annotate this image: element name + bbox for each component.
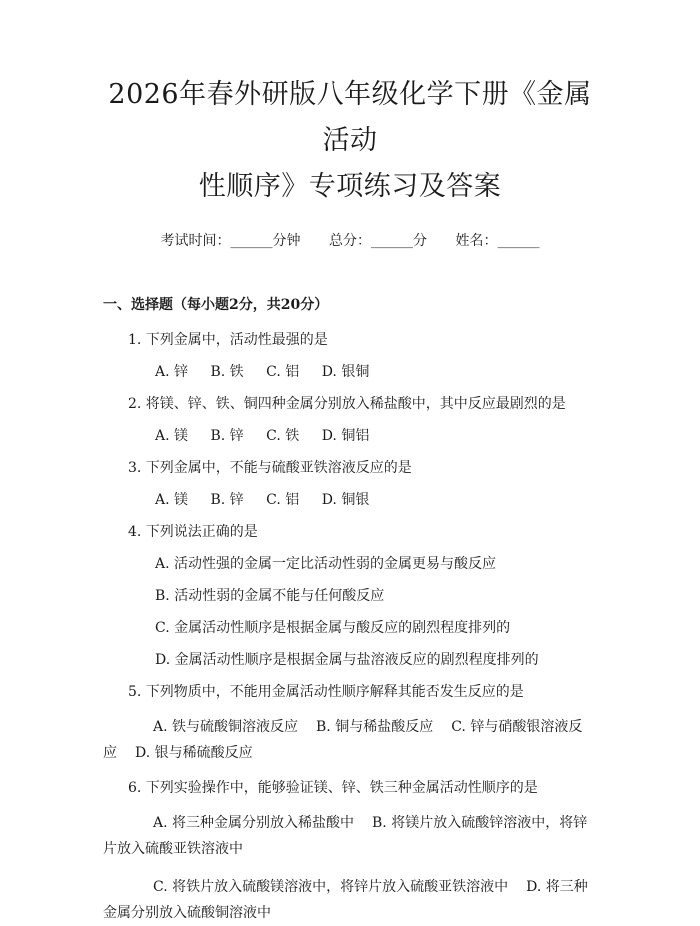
question-1 — [103, 330, 597, 382]
question-options — [103, 362, 597, 382]
option-b: B. 将镁片放入硫酸锌溶液中，将锌片放入硫酸亚铁溶液中 — [103, 815, 588, 857]
document-title — [103, 72, 597, 210]
question-stem: 1. 下列金属中，活动性最强的是 — [128, 332, 328, 348]
option-a: A. 将三种金属分别放入稀盐酸中 — [153, 815, 355, 831]
option-d: D. 将三种金属分别放入硫酸铜溶液中 — [103, 879, 588, 921]
option-d: D. 银与稀硫酸反应 — [135, 745, 253, 761]
question-3 — [103, 458, 597, 510]
option-b: B. 活动性弱的金属不能与任何酸反应 — [155, 588, 385, 604]
option-b: B. 铜与稀盐酸反应 — [316, 719, 434, 735]
title-line-1: 2026年春外研版八年级化学下册《金属活动 — [108, 79, 592, 156]
question-6 — [103, 778, 597, 926]
option-d: D. 铜银 — [321, 492, 370, 508]
question-options — [103, 426, 597, 446]
exam-total-score: 总分：______分 — [329, 233, 427, 249]
option-c: C. 铝 — [266, 492, 300, 508]
section-heading: 一、选择题（每小题2分，共20分） — [103, 297, 329, 313]
question-options-ab — [103, 810, 597, 862]
question-options — [103, 490, 597, 510]
exam-time: 考试时间：______分钟 — [160, 233, 301, 249]
option-d: D. 银铜 — [321, 364, 370, 380]
question-4 — [103, 522, 597, 670]
option-a: A. 镁 — [155, 428, 189, 444]
question-stem: 6. 下列实验操作中，能够验证镁、锌、铁三种金属活动性顺序的是 — [128, 780, 538, 796]
question-options-cd — [103, 874, 597, 926]
question-stem: 2. 将镁、锌、铁、铜四种金属分别放入稀盐酸中，其中反应最剧烈的是 — [128, 396, 566, 412]
option-d: D. 铜铝 — [321, 428, 370, 444]
option-a: A. 镁 — [155, 492, 189, 508]
option-d: D. 金属活动性顺序是根据金属与盐溶液反应的剧烈程度排列的 — [155, 652, 539, 668]
question-stem: 3. 下列金属中，不能与硫酸亚铁溶液反应的是 — [128, 460, 412, 476]
option-b: B. 铁 — [210, 364, 244, 380]
option-c: C. 铁 — [266, 428, 300, 444]
question-stem: 5. 下列物质中，不能用金属活动性顺序解释其能否发生反应的是 — [128, 684, 524, 700]
option-a: A. 铁与硫酸铜溶液反应 — [153, 719, 299, 735]
option-c: C. 将铁片放入硫酸镁溶液中，将锌片放入硫酸亚铁溶液中 — [153, 879, 509, 895]
exam-name: 姓名：______ — [455, 233, 540, 249]
exam-info — [103, 230, 597, 250]
option-a: A. 锌 — [155, 364, 189, 380]
question-2 — [103, 394, 597, 446]
question-stem: 4. 下列说法正确的是 — [128, 524, 258, 540]
option-b: B. 锌 — [210, 492, 244, 508]
option-c: C. 锌与硝酸银溶液反应 — [103, 719, 583, 761]
option-c: C. 铝 — [266, 364, 300, 380]
option-c: C. 金属活动性顺序是根据金属与酸反应的剧烈程度排列的 — [155, 620, 511, 636]
option-b: B. 锌 — [210, 428, 244, 444]
title-line-2: 性顺序》专项练习及答案 — [198, 171, 502, 202]
question-options — [103, 714, 597, 766]
option-a: A. 活动性强的金属一定比活动性弱的金属更易与酸反应 — [155, 556, 497, 572]
question-5 — [103, 682, 597, 766]
